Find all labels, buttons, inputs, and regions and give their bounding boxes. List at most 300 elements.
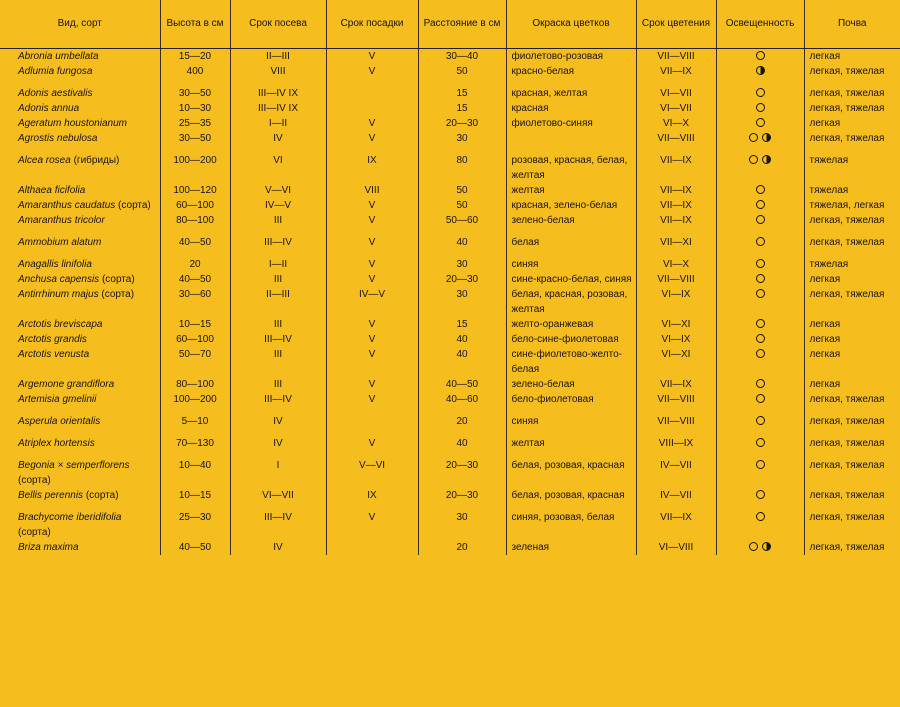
sowing-cell: I <box>230 451 326 488</box>
table-row <box>0 488 900 503</box>
bloom-cell: VII—IX <box>636 64 716 79</box>
bloom-cell: VII—IX <box>636 198 716 213</box>
distance-cell: 20 <box>418 407 506 429</box>
sowing-cell: II—III <box>230 49 326 65</box>
species-suffix: (сорта) <box>83 490 119 501</box>
flower-color-cell: зеленая <box>506 540 636 555</box>
column-header: Срок цветения <box>636 0 716 49</box>
bloom-cell: IV—VII <box>636 451 716 488</box>
full-sun-icon <box>756 118 765 127</box>
light-cell <box>716 131 804 146</box>
species-name: Adonis aestivalis <box>18 88 93 99</box>
species-cell <box>0 213 160 228</box>
light-cell <box>716 146 804 183</box>
species-name: Antirrhinum majus <box>18 289 99 300</box>
height-cell: 40—50 <box>160 272 230 287</box>
sowing-cell: III <box>230 272 326 287</box>
flower-color-cell: бело-сине-фиолетовая <box>506 332 636 347</box>
species-name: Arctotis grandis <box>18 334 87 345</box>
column-header: Почва <box>804 0 900 49</box>
light-cell <box>716 272 804 287</box>
column-header: Освещенность <box>716 0 804 49</box>
species-name: Adlumia fungosa <box>18 66 93 77</box>
table-row <box>0 198 900 213</box>
full-sun-icon <box>749 542 758 551</box>
sowing-cell: I—II <box>230 250 326 272</box>
species-cell <box>0 332 160 347</box>
height-cell: 30—60 <box>160 287 230 317</box>
flower-color-cell: белая, розовая, красная <box>506 488 636 503</box>
bloom-cell: VI—VII <box>636 101 716 116</box>
species-suffix: (сорта) <box>98 289 135 300</box>
table-row <box>0 317 900 332</box>
table-row <box>0 332 900 347</box>
light-cell <box>716 64 804 79</box>
table-row <box>0 101 900 116</box>
species-cell <box>0 503 160 540</box>
species-cell <box>0 183 160 198</box>
species-cell <box>0 407 160 429</box>
distance-cell: 20—30 <box>418 488 506 503</box>
sowing-cell: VIII <box>230 64 326 79</box>
light-cell <box>716 347 804 377</box>
distance-cell: 40 <box>418 332 506 347</box>
soil-cell: легкая, тяжелая <box>809 512 885 523</box>
table-row <box>0 131 900 146</box>
full-sun-icon <box>756 490 765 499</box>
planting-cell: V—VI <box>326 451 418 488</box>
distance-cell: 30 <box>418 503 506 540</box>
light-cell <box>716 332 804 347</box>
flower-color-cell: синяя <box>506 250 636 272</box>
soil-cell: легкая <box>809 118 841 129</box>
sowing-cell: IV <box>230 540 326 555</box>
light-cell <box>716 101 804 116</box>
species-cell <box>0 116 160 131</box>
full-sun-icon <box>749 155 758 164</box>
full-sun-icon <box>756 512 765 521</box>
bloom-cell: VI—IX <box>636 287 716 317</box>
soil-cell: легкая, тяжелая <box>809 215 885 226</box>
soil-cell: тяжелая, легкая <box>809 200 885 211</box>
light-cell <box>716 116 804 131</box>
planting-cell: V <box>326 377 418 392</box>
flower-color-cell: сине-фиолетово-желто-белая <box>506 347 636 377</box>
distance-cell: 20—30 <box>418 272 506 287</box>
soil-cell: легкая <box>809 51 841 62</box>
species-name: Atriplex hortensis <box>18 438 95 449</box>
flower-color-cell: белая, розовая, красная <box>506 451 636 488</box>
table-row <box>0 146 900 183</box>
height-cell: 10—15 <box>160 317 230 332</box>
full-sun-icon <box>756 274 765 283</box>
planting-cell: V <box>326 272 418 287</box>
sowing-cell: III <box>230 213 326 228</box>
bloom-cell: VII—XI <box>636 228 716 250</box>
table-row <box>0 377 900 392</box>
full-sun-icon <box>756 88 765 97</box>
light-cell <box>716 540 804 555</box>
species-suffix: (сорта) <box>18 475 51 486</box>
distance-cell: 40—60 <box>418 392 506 407</box>
species-cell <box>0 377 160 392</box>
species-cell <box>0 228 160 250</box>
table-row <box>0 540 900 555</box>
planting-cell: V <box>326 503 418 540</box>
sowing-cell: III—IV <box>230 332 326 347</box>
bloom-cell: VI—IX <box>636 332 716 347</box>
planting-cell <box>326 101 418 116</box>
full-sun-icon <box>756 200 765 209</box>
species-name: Anagallis linifolia <box>18 259 92 270</box>
flower-color-cell: бело-фиолетовая <box>506 392 636 407</box>
height-cell: 10—40 <box>160 451 230 488</box>
table-row <box>0 347 900 377</box>
full-sun-icon <box>756 103 765 112</box>
bloom-cell: VII—IX <box>636 183 716 198</box>
species-name: Alcea rosea <box>18 155 71 166</box>
sowing-cell: III <box>230 377 326 392</box>
height-cell: 80—100 <box>160 213 230 228</box>
height-cell: 40—50 <box>160 228 230 250</box>
species-cell <box>0 429 160 451</box>
species-cell <box>0 540 160 555</box>
distance-cell: 50 <box>418 64 506 79</box>
distance-cell: 20—30 <box>418 451 506 488</box>
height-cell: 60—100 <box>160 198 230 213</box>
height-cell: 100—200 <box>160 146 230 183</box>
table-row <box>0 64 900 79</box>
species-cell <box>0 101 160 116</box>
height-cell: 5—10 <box>160 407 230 429</box>
height-cell: 20 <box>160 250 230 272</box>
distance-cell: 20 <box>418 540 506 555</box>
full-sun-icon <box>756 259 765 268</box>
table-row <box>0 49 900 65</box>
distance-cell: 40 <box>418 429 506 451</box>
table-row <box>0 183 900 198</box>
species-name: Artemisia gmelinii <box>18 394 97 405</box>
sowing-cell: IV <box>230 131 326 146</box>
planting-cell: V <box>326 131 418 146</box>
bloom-cell: VII—VIII <box>636 49 716 65</box>
full-sun-icon <box>756 394 765 403</box>
half-shade-icon <box>762 155 771 164</box>
table-row <box>0 451 900 488</box>
species-name: Abronia umbellata <box>18 51 99 62</box>
bloom-cell: VII—IX <box>636 503 716 540</box>
full-sun-icon <box>756 51 765 60</box>
planting-cell: V <box>326 49 418 65</box>
table-body <box>0 49 900 556</box>
full-sun-icon <box>756 438 765 447</box>
planting-cell: V <box>326 392 418 407</box>
distance-cell: 30 <box>418 131 506 146</box>
table-row <box>0 407 900 429</box>
full-sun-icon <box>756 289 765 298</box>
sowing-cell: III—IV <box>230 503 326 540</box>
species-name: Arctotis venusta <box>18 349 90 360</box>
species-suffix: (сорта) <box>99 274 135 285</box>
soil-cell: легкая, тяжелая <box>809 394 885 405</box>
distance-cell: 30 <box>418 250 506 272</box>
sowing-cell: III—IV <box>230 228 326 250</box>
distance-cell: 80 <box>418 146 506 183</box>
table-row <box>0 228 900 250</box>
species-suffix: (сорта) <box>18 527 51 538</box>
soil-cell: тяжелая <box>809 155 849 166</box>
planting-cell: IX <box>326 488 418 503</box>
bloom-cell: VII—VIII <box>636 131 716 146</box>
species-suffix: (сорта) <box>115 200 151 211</box>
light-cell <box>716 213 804 228</box>
distance-cell: 30—40 <box>418 49 506 65</box>
distance-cell: 40 <box>418 347 506 377</box>
height-cell: 15—20 <box>160 49 230 65</box>
table-row <box>0 429 900 451</box>
distance-cell: 30 <box>418 287 506 317</box>
table-row <box>0 272 900 287</box>
light-cell <box>716 377 804 392</box>
column-header: Срок посадки <box>326 0 418 49</box>
species-name: Brachycome iberidifolia <box>18 512 122 523</box>
planting-cell: V <box>326 429 418 451</box>
species-cell <box>0 347 160 377</box>
soil-cell: легкая <box>809 379 841 390</box>
light-cell <box>716 183 804 198</box>
planting-cell: V <box>326 116 418 131</box>
bloom-cell: VII—VIII <box>636 407 716 429</box>
bloom-cell: IV—VII <box>636 488 716 503</box>
light-cell <box>716 228 804 250</box>
species-cell <box>0 392 160 407</box>
distance-cell: 15 <box>418 101 506 116</box>
sowing-cell: II—III <box>230 287 326 317</box>
species-suffix: (гибриды) <box>70 155 120 166</box>
sowing-cell: VI—VII <box>230 488 326 503</box>
flower-color-cell: желтая <box>506 183 636 198</box>
flower-color-cell <box>506 131 636 146</box>
bloom-cell: VIII—IX <box>636 429 716 451</box>
table-row <box>0 503 900 540</box>
height-cell: 400 <box>160 64 230 79</box>
species-name: Asperula orientalis <box>18 416 101 427</box>
light-cell <box>716 49 804 65</box>
full-sun-icon <box>756 215 765 224</box>
flower-color-cell: сине-красно-белая, синяя <box>506 272 636 287</box>
table-row <box>0 392 900 407</box>
flower-color-cell: розовая, красная, белая, желтая <box>506 146 636 183</box>
flower-color-cell: желто-оранжевая <box>506 317 636 332</box>
full-sun-icon <box>756 237 765 246</box>
bloom-cell: VI—XI <box>636 317 716 332</box>
distance-cell: 50—60 <box>418 213 506 228</box>
light-cell <box>716 198 804 213</box>
planting-cell: V <box>326 332 418 347</box>
full-sun-icon <box>756 416 765 425</box>
full-sun-icon <box>756 460 765 469</box>
species-name: Amaranthus tricolor <box>18 215 105 226</box>
sowing-cell: III—IV IX <box>230 101 326 116</box>
soil-cell: легкая, тяжелая <box>809 133 885 144</box>
sowing-cell: I—II <box>230 116 326 131</box>
bloom-cell: VII—VIII <box>636 392 716 407</box>
species-name: Argemone grandiflora <box>18 379 115 390</box>
light-cell <box>716 503 804 540</box>
species-cell <box>0 272 160 287</box>
sowing-cell: IV—V <box>230 198 326 213</box>
height-cell: 10—15 <box>160 488 230 503</box>
soil-cell: легкая, тяжелая <box>809 542 885 553</box>
distance-cell: 50 <box>418 198 506 213</box>
flower-color-cell: красно-белая <box>506 64 636 79</box>
height-cell: 60—100 <box>160 332 230 347</box>
light-cell <box>716 287 804 317</box>
flower-color-cell: зелено-белая <box>506 377 636 392</box>
species-name: Agrostis nebulosa <box>18 133 98 144</box>
soil-cell: легкая, тяжелая <box>809 416 885 427</box>
column-header: Высота в см <box>160 0 230 49</box>
height-cell: 30—50 <box>160 131 230 146</box>
species-name: Briza maxima <box>18 542 79 553</box>
bloom-cell: VI—X <box>636 116 716 131</box>
planting-cell: V <box>326 317 418 332</box>
column-header: Вид, сорт <box>0 0 160 49</box>
half-shade-icon <box>756 66 765 75</box>
bloom-cell: VI—XI <box>636 347 716 377</box>
flower-color-cell: синяя, розовая, белая <box>506 503 636 540</box>
distance-cell: 40 <box>418 228 506 250</box>
soil-cell: легкая, тяжелая <box>809 66 885 77</box>
planting-cell: V <box>326 213 418 228</box>
table-header <box>0 0 900 49</box>
full-sun-icon <box>756 349 765 358</box>
height-cell: 25—35 <box>160 116 230 131</box>
planting-cell: V <box>326 250 418 272</box>
soil-cell: легкая <box>809 274 841 285</box>
planting-cell: IV—V <box>326 287 418 317</box>
soil-cell: легкая, тяжелая <box>809 438 885 449</box>
header-row <box>0 0 900 49</box>
height-cell: 100—120 <box>160 183 230 198</box>
height-cell: 100—200 <box>160 392 230 407</box>
species-cell <box>0 131 160 146</box>
light-cell <box>716 451 804 488</box>
soil-cell: легкая <box>809 334 841 345</box>
bloom-cell: VI—X <box>636 250 716 272</box>
column-header: Окраска цветков <box>506 0 636 49</box>
species-cell <box>0 79 160 101</box>
height-cell: 50—70 <box>160 347 230 377</box>
soil-cell: легкая, тяжелая <box>809 88 885 99</box>
planting-cell: IX <box>326 146 418 183</box>
sowing-cell: III—IV IX <box>230 79 326 101</box>
bloom-cell: VI—VII <box>636 79 716 101</box>
height-cell: 30—50 <box>160 79 230 101</box>
soil-cell: легкая, тяжелая <box>809 460 885 471</box>
flower-color-cell: зелено-белая <box>506 213 636 228</box>
height-cell: 10—30 <box>160 101 230 116</box>
species-cell <box>0 64 160 79</box>
sowing-cell: V—VI <box>230 183 326 198</box>
planting-cell: V <box>326 347 418 377</box>
distance-cell: 50 <box>418 183 506 198</box>
bloom-cell: VII—IX <box>636 146 716 183</box>
table-row <box>0 116 900 131</box>
table-row <box>0 213 900 228</box>
light-cell <box>716 429 804 451</box>
full-sun-icon <box>756 334 765 343</box>
light-cell <box>716 407 804 429</box>
full-sun-icon <box>756 185 765 194</box>
distance-cell: 15 <box>418 79 506 101</box>
species-cell <box>0 451 160 488</box>
species-cell <box>0 49 160 65</box>
species-name: Bellis perennis <box>18 490 84 501</box>
flower-color-cell: красная, зелено-белая <box>506 198 636 213</box>
soil-cell: тяжелая <box>809 259 849 270</box>
table-row <box>0 250 900 272</box>
flower-color-cell: красная, желтая <box>506 79 636 101</box>
flower-color-cell: красная <box>506 101 636 116</box>
height-cell: 80—100 <box>160 377 230 392</box>
distance-cell: 40—50 <box>418 377 506 392</box>
bloom-cell: VII—VIII <box>636 272 716 287</box>
soil-cell: легкая <box>809 349 841 360</box>
light-cell <box>716 392 804 407</box>
column-header: Срок посева <box>230 0 326 49</box>
planting-cell: V <box>326 64 418 79</box>
planting-cell: VIII <box>326 183 418 198</box>
planting-cell: V <box>326 198 418 213</box>
half-shade-icon <box>762 542 771 551</box>
flower-color-cell: фиолетово-синяя <box>506 116 636 131</box>
flower-color-cell: синяя <box>506 407 636 429</box>
soil-cell: тяжелая <box>809 185 849 196</box>
distance-cell: 15 <box>418 317 506 332</box>
bloom-cell: VI—VIII <box>636 540 716 555</box>
sowing-cell: VI <box>230 146 326 183</box>
sowing-cell: III—IV <box>230 392 326 407</box>
height-cell: 25—30 <box>160 503 230 540</box>
full-sun-icon <box>756 379 765 388</box>
flower-color-cell: белая, красная, розовая, желтая <box>506 287 636 317</box>
sowing-cell: III <box>230 317 326 332</box>
flower-color-cell: фиолетово-розовая <box>506 49 636 65</box>
species-name: Anchusa capensis <box>18 274 100 285</box>
species-name: Begonia × semperflorens <box>18 460 130 471</box>
bloom-cell: VII—IX <box>636 377 716 392</box>
planting-cell <box>326 407 418 429</box>
sowing-cell: IV <box>230 407 326 429</box>
light-cell <box>716 79 804 101</box>
species-name: Ageratum houstonianum <box>18 118 127 129</box>
soil-cell: легкая, тяжелая <box>809 237 885 248</box>
flower-color-cell: желтая <box>506 429 636 451</box>
species-cell <box>0 488 160 503</box>
species-name: Amaranthus caudatus <box>18 200 116 211</box>
table-row <box>0 287 900 317</box>
light-cell <box>716 250 804 272</box>
planting-cell <box>326 540 418 555</box>
height-cell: 70—130 <box>160 429 230 451</box>
species-cell <box>0 250 160 272</box>
light-cell <box>716 317 804 332</box>
height-cell: 40—50 <box>160 540 230 555</box>
planting-cell <box>326 79 418 101</box>
full-sun-icon <box>749 133 758 142</box>
species-cell <box>0 146 160 183</box>
